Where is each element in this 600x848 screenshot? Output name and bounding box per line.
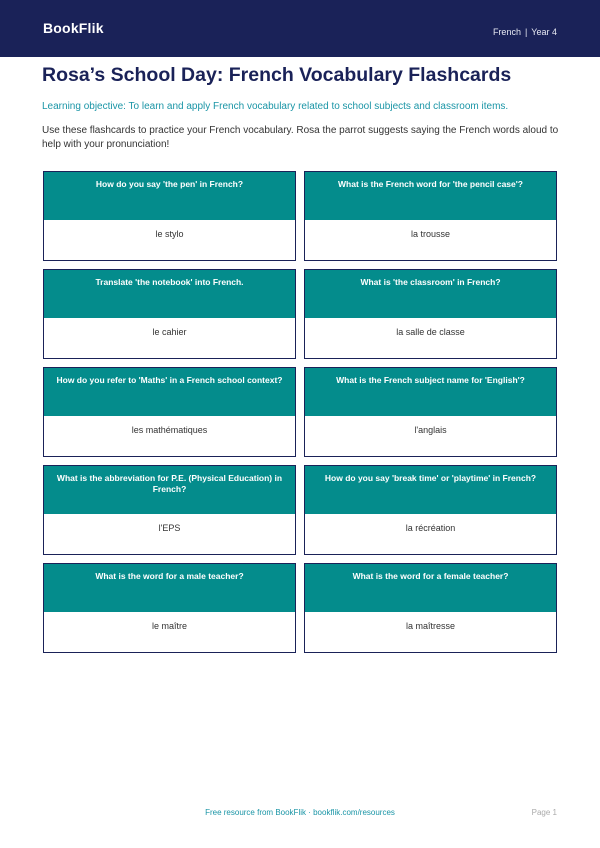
intro-text: Use these flashcards to practice your French vocabulary. Rosa the parrot suggests saying the French words aloud to help with your pronunciation!: [42, 125, 559, 150]
flashcard-answer: le stylo: [44, 220, 295, 260]
header-meta: [493, 27, 557, 37]
page-title: Rosa’s School Day: French Vocabulary Flashcards: [42, 64, 512, 86]
header-separator: |: [524, 27, 528, 37]
flashcard[interactable]: [43, 563, 296, 653]
flashcard-answer: la récréation: [305, 514, 556, 554]
flashcard-question: How do you say 'the pen' in French?: [44, 172, 295, 220]
flashcard[interactable]: [304, 269, 557, 359]
flashcard[interactable]: [43, 269, 296, 359]
flashcard-question: What is 'the classroom' in French?: [305, 270, 556, 318]
flashcard-question: What is the word for a male teacher?: [44, 564, 295, 612]
page-number: Page 1: [531, 808, 557, 817]
flashcard-grid: [43, 171, 557, 653]
flashcard[interactable]: [43, 367, 296, 457]
page-header: [0, 0, 600, 57]
flashcard-question: Translate 'the notebook' into French.: [44, 270, 295, 318]
flashcard-question: What is the word for a female teacher?: [305, 564, 556, 612]
flashcard[interactable]: [304, 171, 557, 261]
flashcard-question: What is the French subject name for 'English'?: [305, 368, 556, 416]
flashcard-answer: la trousse: [305, 220, 556, 260]
flashcard[interactable]: [304, 367, 557, 457]
flashcard[interactable]: [43, 171, 296, 261]
flashcard-question: What is the abbreviation for P.E. (Physical Education) in French?: [44, 466, 295, 514]
flashcard-answer: la maîtresse: [305, 612, 556, 652]
flashcard[interactable]: [43, 465, 296, 555]
brand-logo[interactable]: BookFlik: [43, 20, 104, 36]
header-year: Year 4: [531, 27, 557, 37]
flashcard-answer: l'EPS: [44, 514, 295, 554]
flashcard-answer: les mathématiques: [44, 416, 295, 456]
learning-objective: Learning objective: To learn and apply French vocabulary related to school subjects and classroom items.: [42, 101, 509, 112]
flashcard-question: How do you say 'break time' or 'playtime' in French?: [305, 466, 556, 514]
flashcard-answer: le cahier: [44, 318, 295, 358]
flashcard-question: What is the French word for 'the pencil case'?: [305, 172, 556, 220]
flashcard[interactable]: [304, 563, 557, 653]
flashcard-question: How do you refer to 'Maths' in a French school context?: [44, 368, 295, 416]
flashcard-answer: la salle de classe: [305, 318, 556, 358]
flashcard-answer: l'anglais: [305, 416, 556, 456]
flashcard-answer: le maître: [44, 612, 295, 652]
header-subject: French: [492, 27, 521, 37]
flashcard[interactable]: [304, 465, 557, 555]
footer-resource-link[interactable]: Free resource from BookFlik · bookflik.com/resources: [205, 808, 395, 817]
